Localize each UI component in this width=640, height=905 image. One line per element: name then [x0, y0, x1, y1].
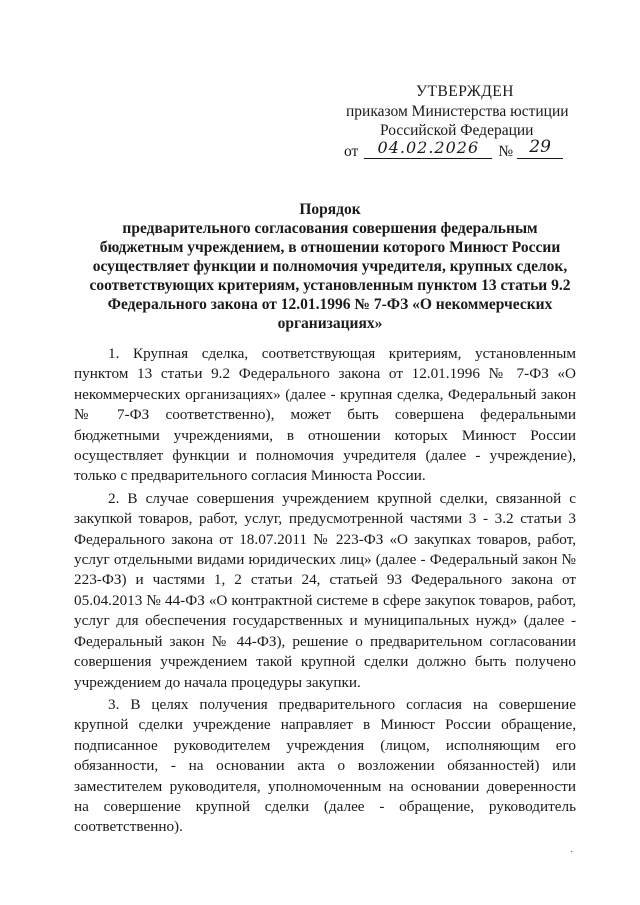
heading-line: предварительного согласования совершения федеральным — [122, 220, 538, 237]
scan-mark: ˙ — [570, 850, 574, 861]
date-prefix: от — [344, 143, 359, 160]
paragraph-2: 2. В случае совершения учреждением крупной сделки, связанной с закупкой товаров, работ, услуг, предусмотренной частями 3 - 3.2 статьи 3 Федерального закона от 18.07.2011 № 223-ФЗ «О закупках товаров, работ, услуг отдельными видами юридических лиц» (далее - Федеральный закон № 223-ФЗ) и частями 1, 2 статьи 24, статьей 93 Федерального закона от 05.04.2013 № 44-ФЗ «О контрактной системе в сфере закупок товаров, работ, услуг для обеспечения государственных и муниципальных нужд» (далее - Федеральный закон № 44-ФЗ), решение о предварительном согласовании совершения учреждением такой крупной сделки должно быть получено учреждением до начала процедуры закупки. — [74, 489, 576, 691]
handwritten-number: 29 — [517, 138, 563, 159]
handwritten-date: 04.02.2026 — [364, 138, 492, 159]
heading-line: соответствующих критериям, установленным пунктом 13 статьи 9.2 — [89, 277, 571, 294]
paragraph-1: 1. Крупная сделка, соответствующая критериям, установленным пунктом 13 статьи 9.2 Федерального закона от 12.01.1996 № 7-ФЗ «О некоммерческих организациях» (далее - крупная сделка, Федеральный закон № 7-ФЗ соответственно), может быть совершена федеральными бюджетными учреждениями, в отношении которых Минюст России осуществляет функции и полномочия учредителя (далее - учреждение), только с предварительного согласия Минюста России. — [74, 345, 576, 485]
document-heading — [70, 200, 590, 333]
heading-line: бюджетным учреждением, в отношении которого Минюст России — [99, 239, 561, 256]
approval-title: УТВЕРЖДЕН — [416, 83, 514, 100]
heading-line: осуществляет функции и полномочия учредителя, крупных сделок, — [92, 258, 568, 275]
heading-line: Федерального закона от 12.01.1996 № 7-ФЗ «О некоммерческих — [107, 296, 553, 313]
approval-federation-line: Российской Федерации — [380, 122, 534, 139]
approval-date-line — [344, 137, 563, 161]
approval-order-line: приказом Министерства юстиции — [346, 103, 569, 120]
document-body — [74, 344, 576, 840]
heading-line: организациях» — [277, 315, 383, 332]
number-sign: № — [498, 143, 514, 160]
heading-title: Порядок — [299, 201, 361, 218]
paragraph-3: 3. В целях получения предварительного согласия на совершение крупной сделки учреждение направляет в Минюст России обращение, подписанное руководителем учреждения (лицом, исполняющим его обязанности, - на основании акта о возложении обязанностей) или заместителем руководителя, уполномоченным на основании доверенности на совершение крупной сделки (далее - обращение, руководитель соответственно). — [74, 695, 576, 836]
